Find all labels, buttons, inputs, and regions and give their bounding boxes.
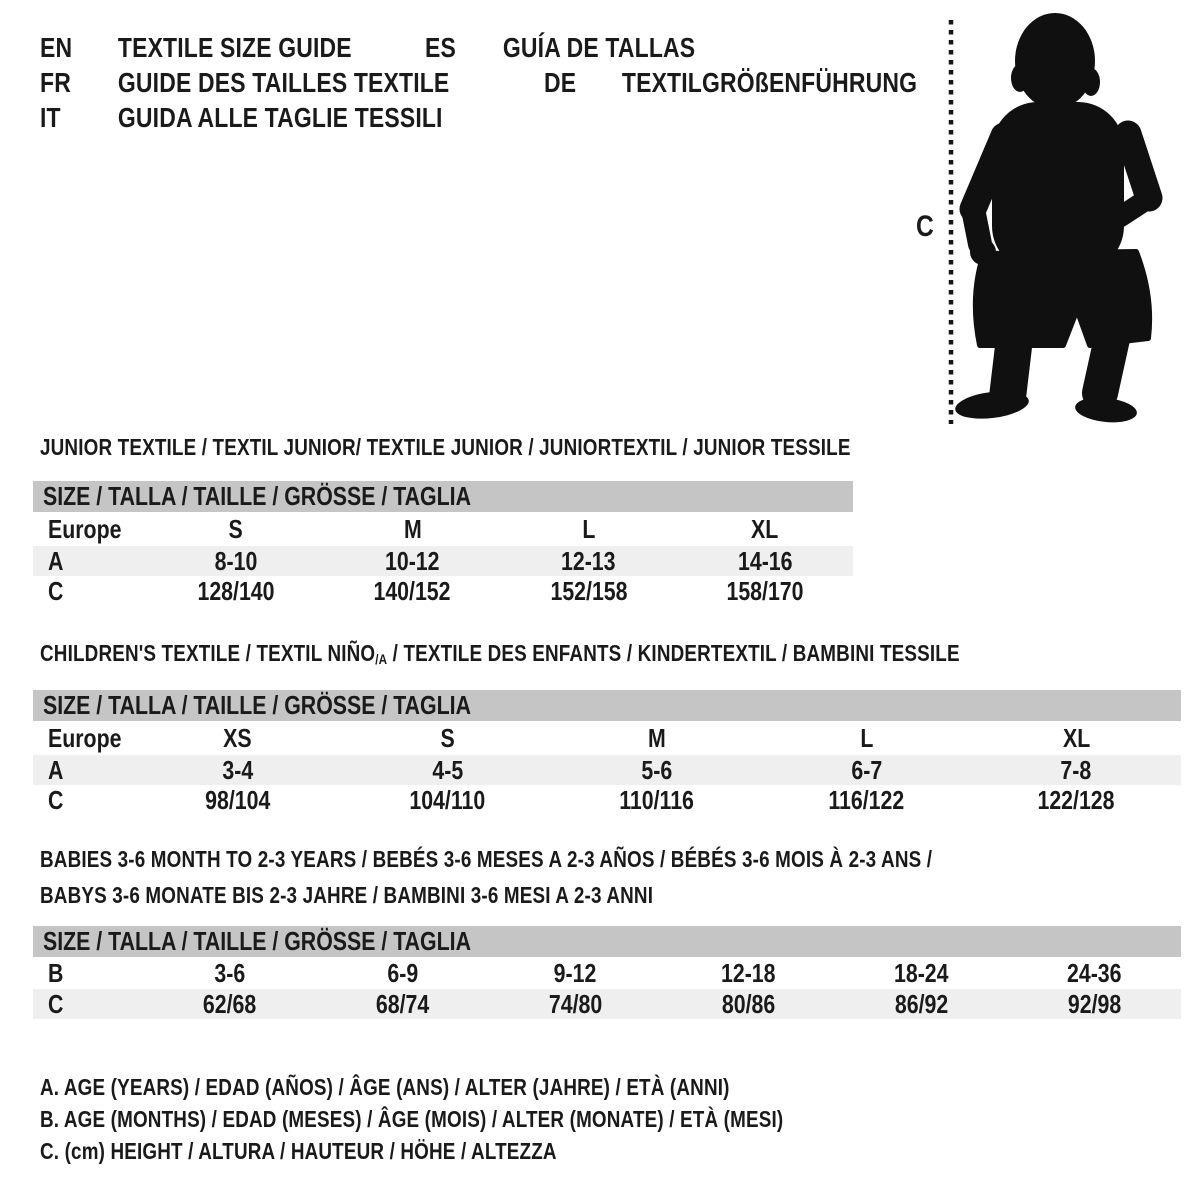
row-label-cell: C: [48, 989, 64, 1019]
row-label-cell: C: [48, 576, 64, 606]
toddler-shape: [954, 13, 1149, 425]
lang-code: ES: [424, 32, 456, 63]
value-cell: 9-12: [554, 958, 597, 988]
junior-height-row: [33, 576, 853, 606]
size-cell: M: [403, 514, 422, 544]
size-header-text: SIZE / TALLA / TAILLE / GRÖSSE / TAGLIA: [43, 690, 471, 720]
size-header-text: SIZE / TALLA / TAILLE / GRÖSSE / TAGLIA: [43, 481, 471, 511]
value-cell: 3-6: [214, 958, 245, 988]
size-header-bar: [33, 926, 1181, 957]
size-cell: XL: [1062, 723, 1090, 753]
value-cell: 158/170: [726, 576, 804, 606]
region-label-cell: Europe: [48, 514, 122, 544]
value-cell: 98/104: [205, 785, 271, 815]
value-cell: 18-24: [894, 958, 949, 988]
value-cell: 86/92: [894, 989, 949, 1019]
size-cell: L: [582, 514, 596, 544]
lang-line-de: [544, 65, 917, 100]
value-cell: 80/86: [721, 989, 776, 1019]
row-label-cell: B: [48, 958, 64, 988]
value-cell: 7-8: [1060, 755, 1092, 785]
row-label-cell: C: [48, 785, 64, 815]
row-label-cell: A: [48, 755, 64, 785]
junior-age-row: [33, 546, 853, 576]
value-cell: 6-7: [851, 755, 882, 785]
lang-line-en: [40, 30, 352, 65]
size-cell: M: [648, 723, 666, 753]
value-cell: 6-9: [387, 958, 418, 988]
row-label-cell: A: [48, 546, 64, 576]
lang-line-es: [425, 30, 695, 65]
lang-code: DE: [543, 67, 576, 98]
children-size-table: [33, 690, 1181, 815]
legend-age-years: A. AGE (YEARS) / EDAD (AÑOS) / ÂGE (ANS) / ALTER (JAHRE) / ETÀ (ANNI): [40, 1074, 730, 1100]
lang-line-it: [40, 100, 443, 135]
lang-title: GUIDA ALLE TAGLIE TESSILI: [117, 102, 443, 133]
children-sizes-row: [33, 721, 1181, 755]
region-label-cell: Europe: [48, 723, 122, 753]
value-cell: 3-4: [222, 755, 254, 785]
lang-code: IT: [40, 102, 61, 133]
lang-code: FR: [40, 67, 71, 98]
size-cell: XL: [751, 514, 779, 544]
legend-height-cm: C. (cm) HEIGHT / ALTURA / HAUTEUR / HÖHE / ALTEZZA: [40, 1138, 557, 1164]
title-subscript: /A: [375, 651, 388, 668]
value-cell: 14-16: [737, 546, 793, 576]
height-measure-label: C: [916, 210, 934, 243]
value-cell: 8-10: [214, 546, 258, 576]
lang-title: TEXTILGRÖßENFÜHRUNG: [621, 67, 917, 98]
children-section-title: CHILDREN'S TEXTILE / TEXTIL NIÑO/A / TEXTILE DES ENFANTS / KINDERTEXTIL / BAMBINI TESSILE: [40, 640, 960, 668]
lang-title: TEXTILE SIZE GUIDE: [117, 32, 352, 63]
size-cell: S: [440, 723, 455, 753]
size-cell: S: [229, 514, 244, 544]
children-height-row: [33, 785, 1181, 815]
lang-title: GUIDE DES TAILLES TEXTILE: [117, 67, 450, 98]
value-cell: 116/122: [828, 785, 905, 815]
value-cell: 24-36: [1067, 958, 1122, 988]
babies-section-title-line1: BABIES 3-6 MONTH TO 2-3 YEARS / BEBÉS 3-6 MESES A 2-3 AÑOS / BÉBÉS 3-6 MOIS À 2-3 ANS /: [40, 846, 933, 872]
babies-size-table: [33, 926, 1181, 1019]
babies-section-title-line2: BABYS 3-6 MONATE BIS 2-3 JAHRE / BAMBINI 3-6 MESI A 2-3 ANNI: [40, 882, 654, 908]
babies-height-row: [33, 989, 1181, 1019]
junior-size-table: [33, 481, 853, 606]
size-header-bar: [33, 481, 853, 512]
babies-months-row: [33, 957, 1181, 989]
value-cell: 110/116: [619, 785, 695, 815]
value-cell: 92/98: [1067, 989, 1122, 1019]
size-header-bar: [33, 690, 1181, 721]
value-cell: 5-6: [641, 755, 673, 785]
value-cell: 62/68: [202, 989, 257, 1019]
baby-silhouette-icon: [900, 6, 1190, 431]
value-cell: 122/128: [1037, 785, 1115, 815]
lang-code: EN: [40, 32, 73, 63]
children-age-row: [33, 755, 1181, 785]
value-cell: 4-5: [431, 755, 463, 785]
value-cell: 152/158: [550, 576, 628, 606]
value-cell: 104/110: [409, 785, 486, 815]
junior-section-title: JUNIOR TEXTILE / TEXTIL JUNIOR/ TEXTILE JUNIOR / JUNIORTEXTIL / JUNIOR TESSILE: [40, 434, 851, 460]
junior-sizes-row: [33, 512, 853, 546]
size-cell: XS: [223, 723, 253, 753]
lang-line-fr: [40, 65, 449, 100]
legend-age-months: B. AGE (MONTHS) / EDAD (MESES) / ÂGE (MOIS) / ALTER (MONATE) / ETÀ (MESI): [40, 1106, 784, 1132]
size-header-text: SIZE / TALLA / TAILLE / GRÖSSE / TAGLIA: [43, 926, 471, 956]
value-cell: 140/152: [373, 576, 451, 606]
size-cell: L: [860, 723, 874, 753]
value-cell: 10-12: [385, 546, 440, 576]
value-cell: 68/74: [375, 989, 430, 1019]
lang-title: GUÍA DE TALLAS: [502, 32, 695, 63]
value-cell: 128/140: [197, 576, 275, 606]
value-cell: 74/80: [548, 989, 603, 1019]
value-cell: 12-18: [721, 958, 776, 988]
value-cell: 12-13: [561, 546, 616, 576]
